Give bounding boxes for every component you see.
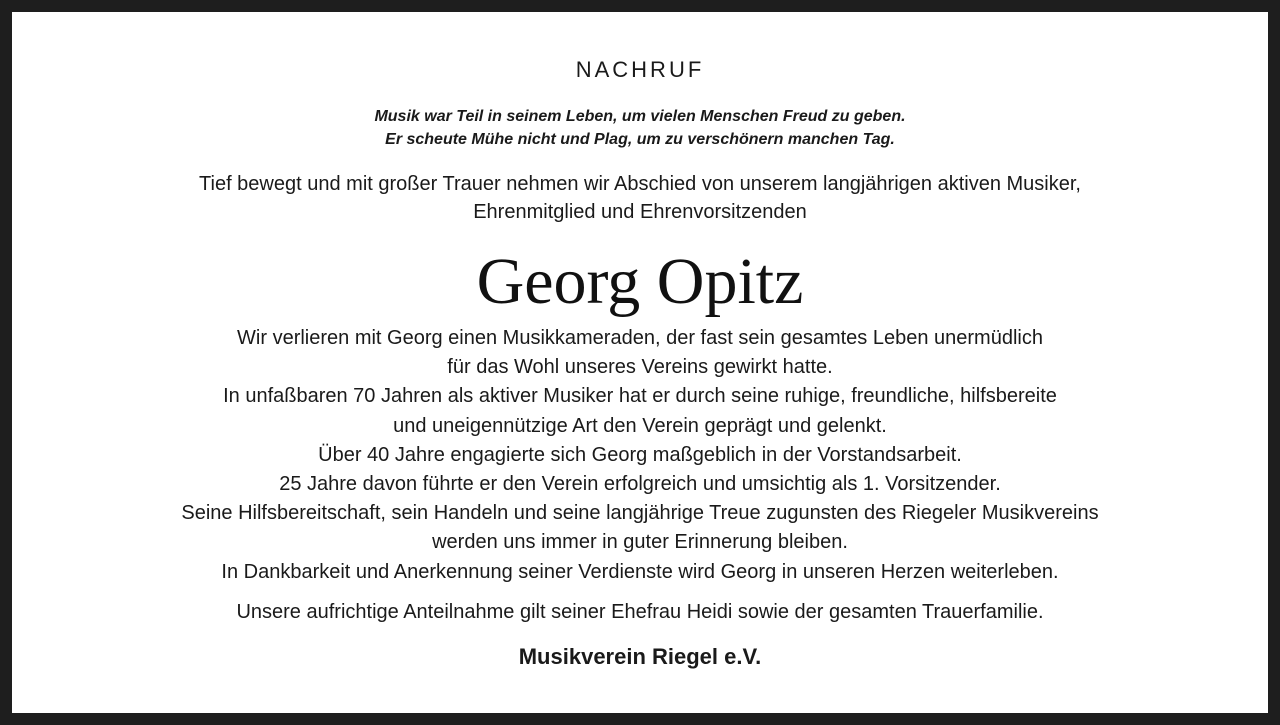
tribute-line: In unfaßbaren 70 Jahren als aktiver Musiker hat er durch seine ruhige, freundliche, hilfsbereite <box>223 385 1057 408</box>
intro-line: Tief bewegt und mit großer Trauer nehmen wir Abschied von unserem langjährigen aktiven Musiker, <box>199 173 1081 195</box>
intro-line: Ehrenmitglied und Ehrenvorsitzenden <box>473 201 807 223</box>
tribute-line: In Dankbarkeit und Anerkennung seiner Verdienste wird Georg in unseren Herzen weiterleben. <box>221 560 1059 583</box>
verse-line: Er scheute Mühe nicht und Plag, um zu verschönern manchen Tag. <box>385 131 895 148</box>
tribute-line: Seine Hilfsbereitschaft, sein Handeln und seine langjährige Treue zugunsten des Riegeler Musikvereins <box>181 502 1099 525</box>
memorial-verse <box>12 105 1268 151</box>
intro-text <box>12 170 1268 226</box>
signature-organization: Musikverein Riegel e.V. <box>518 644 762 669</box>
obituary-notice <box>12 12 1268 713</box>
tribute-line: Wir verlieren mit Georg einen Musikkameraden, der fast sein gesamtes Leben unermüdlich <box>237 327 1043 349</box>
tribute-line: für das Wohl unseres Vereins gewirkt hatte. <box>447 356 833 379</box>
tribute-line: und uneigennützige Art den Verein geprägt und gelenkt. <box>393 414 887 437</box>
tribute-text <box>12 324 1268 587</box>
deceased-name: Georg Opitz <box>476 245 804 318</box>
tribute-line: 25 Jahre davon führte er den Verein erfolgreich und umsichtig als 1. Vorsitzender. <box>279 473 1001 496</box>
condolence-text: Unsere aufrichtige Anteilnahme gilt seiner Ehefrau Heidi sowie der gesamten Trauerfamilie. <box>236 601 1044 623</box>
tribute-line: werden uns immer in guter Erinnerung bleiben. <box>432 531 848 554</box>
notice-heading: NACHRUF <box>575 57 705 82</box>
tribute-line: Über 40 Jahre engagierte sich Georg maßgeblich in der Vorstandsarbeit. <box>318 443 962 466</box>
verse-line: Musik war Teil in seinem Leben, um vielen Menschen Freud zu geben. <box>374 108 906 125</box>
